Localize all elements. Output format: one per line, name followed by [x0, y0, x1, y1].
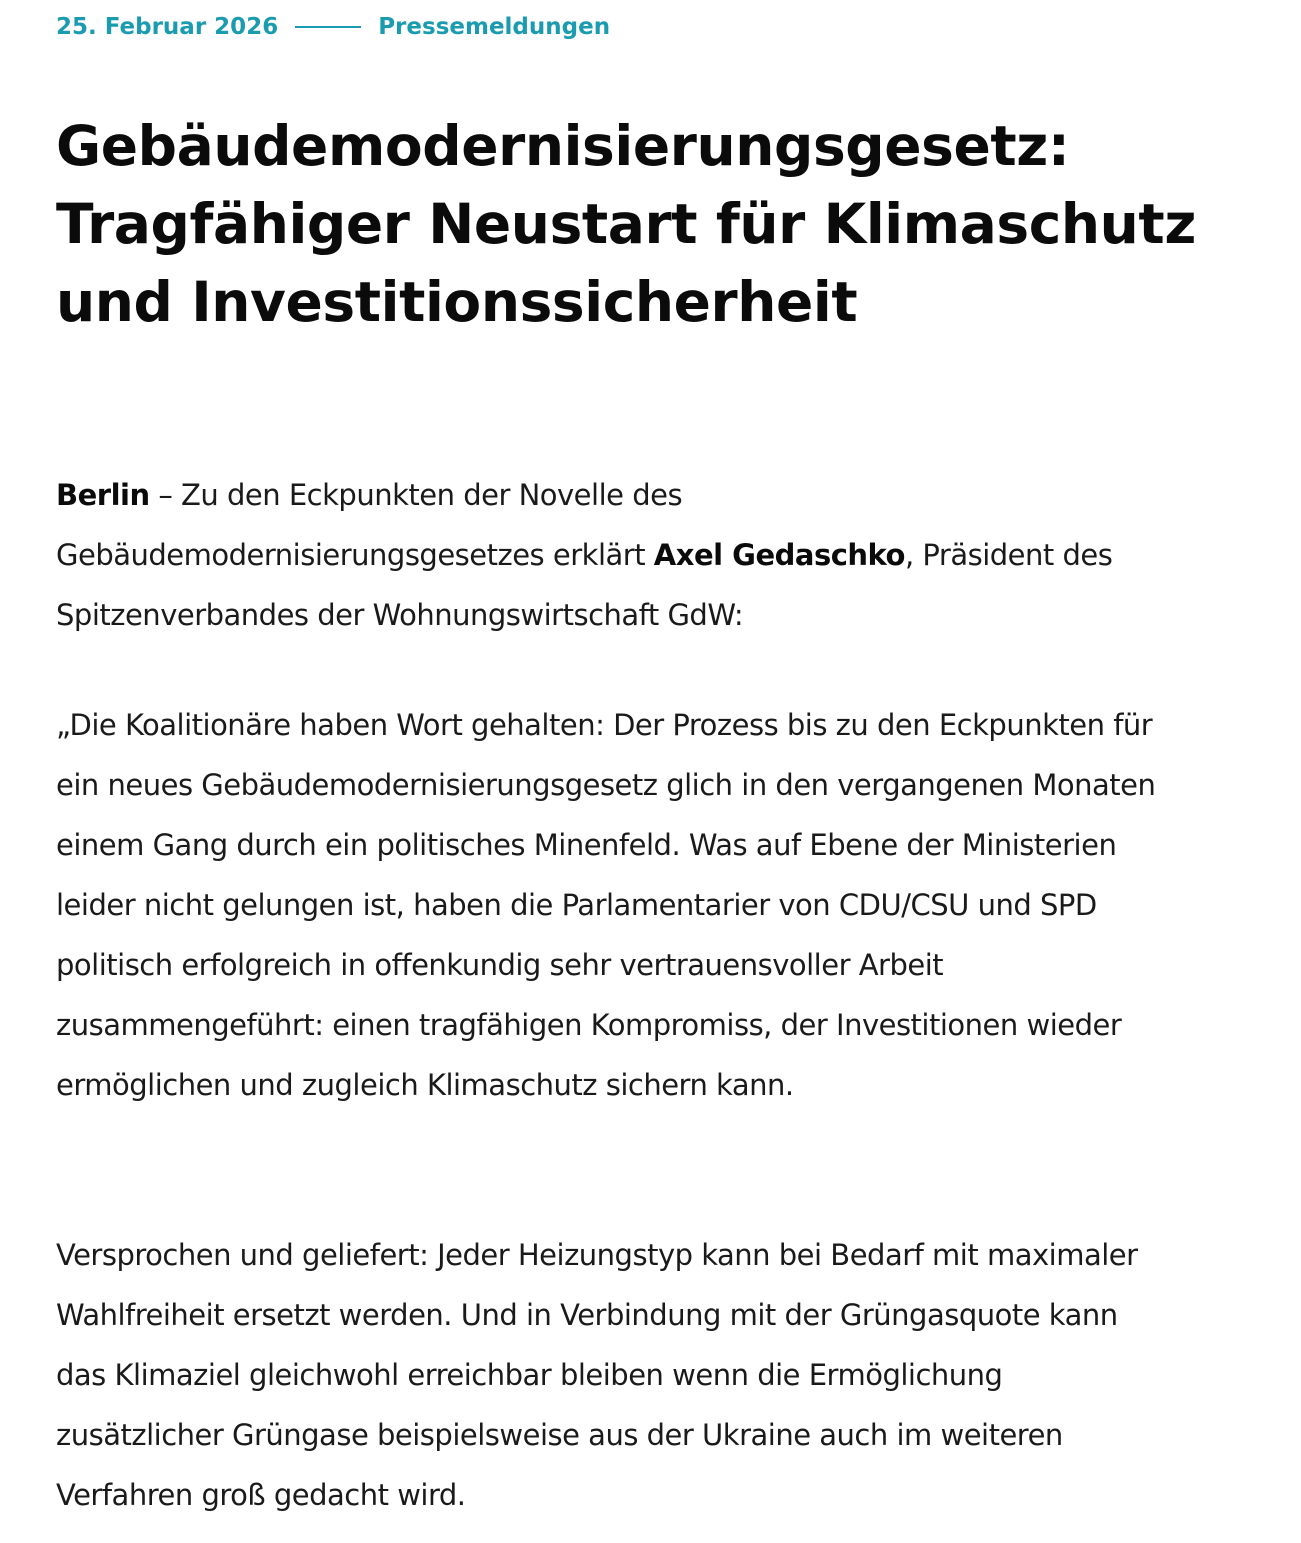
category-link[interactable]: Pressemeldungen: [378, 14, 611, 40]
article-meta: [56, 10, 610, 44]
speaker-name: Axel Gedaschko: [653, 538, 905, 572]
headline-line-2: Tragfähiger Neustart für Klimaschutz: [56, 192, 1196, 256]
intro-paragraph: [56, 465, 1176, 645]
dateline-place: Berlin: [56, 478, 150, 512]
intro-text-a: – Zu den Eckpunkten der Novelle des Gebäudemodernisierungsgesetzes erklärt: [56, 478, 683, 572]
headline-line-3: und Investitionssicherheit: [56, 270, 858, 334]
body-paragraph: Versprochen und geliefert: Jeder Heizungstyp kann bei Bedarf mit maximaler Wahlfreiheit ersetzt werden. Und in Verbindung mit der Grüngasquote kann das Klimaziel gleichwohl erreichbar bleiben wenn die Ermöglichung zusätzlicher Grüngase beispielsweise aus der Ukraine auch im weiteren Verfahren groß gedacht wird.: [56, 1238, 1138, 1512]
headline-line-1: Gebäudemodernisierungsgesetz:: [56, 114, 1070, 178]
article-headline: [56, 107, 1196, 341]
meta-divider: [295, 26, 361, 28]
intro-text-b: , Präsident des Spitzenverbandes der Wohnungswirtschaft GdW:: [56, 538, 1113, 632]
publish-date: 25. Februar 2026: [56, 14, 279, 40]
quote-paragraph: „Die Koalitionäre haben Wort gehalten: Der Prozess bis zu den Eckpunkten für ein neues Gebäudemodernisierungsgesetz glich in den vergangenen Monaten einem Gang durch ein politisches Minenfeld. Was auf Ebene der Ministerien leider nicht gelungen ist, haben die Parlamentarier von CDU/CSU und SPD politisch erfolgreich in offenkundig sehr vertrauensvoller Arbeit zusammengeführt: einen tragfähigen Kompromiss, der Investitionen wieder ermöglichen und zugleich Klimaschutz sichern kann.: [56, 708, 1156, 1102]
